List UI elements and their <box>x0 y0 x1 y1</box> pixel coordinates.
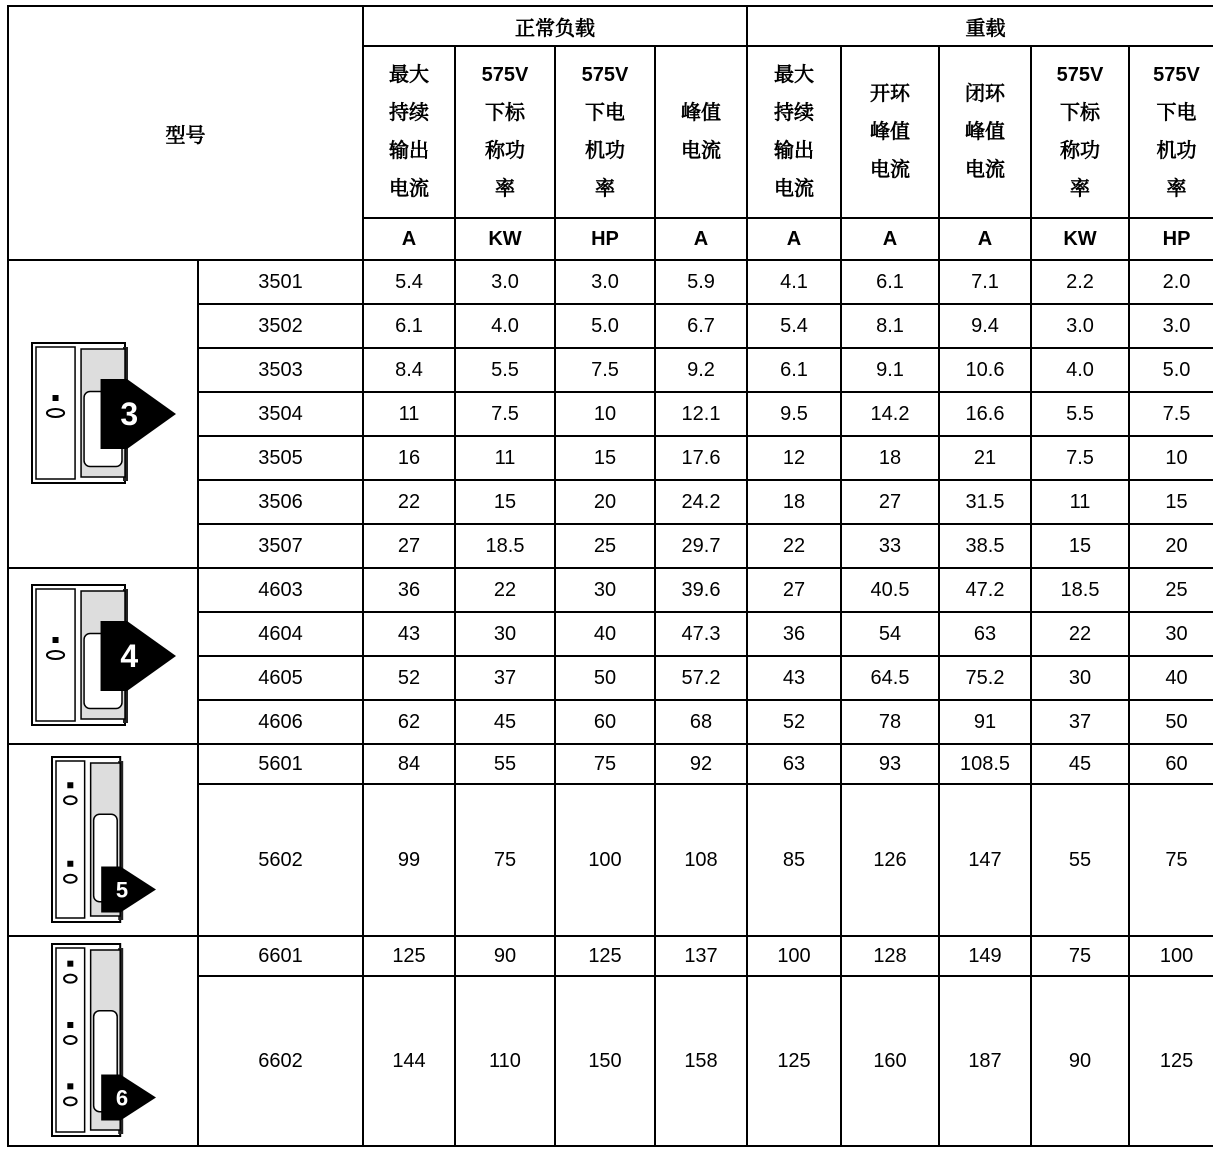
column-unit: A <box>363 218 455 260</box>
rating-value: 147 <box>939 784 1031 936</box>
column-unit: A <box>747 218 841 260</box>
rating-value: 5.5 <box>1031 392 1129 436</box>
rating-value: 20 <box>555 480 655 524</box>
svg-text:6: 6 <box>115 1085 129 1111</box>
rating-value: 60 <box>1129 744 1213 784</box>
rating-value: 5.0 <box>1129 348 1213 392</box>
rating-value: 6.1 <box>363 304 455 348</box>
rating-value: 100 <box>555 784 655 936</box>
rating-value: 75 <box>555 744 655 784</box>
column-header-line: 575V <box>1056 64 1104 86</box>
rating-value: 40 <box>1129 656 1213 700</box>
rating-value: 11 <box>455 436 555 480</box>
rating-value: 110 <box>455 976 555 1146</box>
drive-size-5-icon <box>48 753 158 928</box>
rating-value: 14.2 <box>841 392 939 436</box>
rating-value: 5.4 <box>363 260 455 304</box>
rating-value: 55 <box>1031 784 1129 936</box>
rating-value: 45 <box>1031 744 1129 784</box>
drive-image-cell <box>8 744 198 936</box>
rating-value: 27 <box>747 568 841 612</box>
model-number: 5602 <box>198 784 363 936</box>
svg-text:3: 3 <box>120 396 139 432</box>
column-header-line: 最大 <box>774 64 814 86</box>
rating-value: 149 <box>939 936 1031 976</box>
rating-value: 10 <box>1129 436 1213 480</box>
rating-value: 40 <box>555 612 655 656</box>
column-header-7 <box>939 46 1031 218</box>
rating-value: 15 <box>1129 480 1213 524</box>
rating-value: 52 <box>363 656 455 700</box>
column-header-line: 机功 <box>1156 140 1197 162</box>
normal-load-header: 正常负载 <box>363 6 747 46</box>
svg-text:4: 4 <box>120 638 139 674</box>
rating-value: 29.7 <box>655 524 747 568</box>
svg-text:5: 5 <box>115 877 129 902</box>
rating-value: 7.5 <box>1129 392 1213 436</box>
column-header-line: 率 <box>1166 178 1187 200</box>
model-number: 4604 <box>198 612 363 656</box>
drive-size-3-icon <box>28 339 178 489</box>
column-header-line: 持续 <box>774 102 814 124</box>
rating-value: 187 <box>939 976 1031 1146</box>
rating-value: 125 <box>1129 976 1213 1146</box>
rating-value: 37 <box>1031 700 1129 744</box>
rating-value: 7.1 <box>939 260 1031 304</box>
column-header-3 <box>555 46 655 218</box>
column-header-line: 峰值 <box>965 121 1005 143</box>
rating-value: 91 <box>939 700 1031 744</box>
rating-value: 85 <box>747 784 841 936</box>
rating-value: 3.0 <box>1031 304 1129 348</box>
model-number: 3503 <box>198 348 363 392</box>
rating-value: 8.1 <box>841 304 939 348</box>
rating-value: 11 <box>1031 480 1129 524</box>
rating-value: 63 <box>747 744 841 784</box>
rating-value: 4.1 <box>747 260 841 304</box>
heavy-load-header: 重载 <box>747 6 1213 46</box>
column-header-line: 电流 <box>389 178 429 200</box>
column-header-line: 电流 <box>870 159 910 181</box>
rating-value: 128 <box>841 936 939 976</box>
model-number: 4606 <box>198 700 363 744</box>
column-header-line: 电流 <box>774 178 814 200</box>
rating-value: 36 <box>747 612 841 656</box>
rating-value: 64.5 <box>841 656 939 700</box>
rating-value: 60 <box>555 700 655 744</box>
column-header-4 <box>655 46 747 218</box>
column-header-line: 575V <box>581 64 629 86</box>
rating-value: 125 <box>747 976 841 1146</box>
column-unit: KW <box>1031 218 1129 260</box>
drive-image-cell <box>8 568 198 744</box>
rating-value: 20 <box>1129 524 1213 568</box>
rating-value: 4.0 <box>1031 348 1129 392</box>
rating-value: 24.2 <box>655 480 747 524</box>
column-header-line: 输出 <box>389 140 429 162</box>
column-header-line: 开环 <box>870 83 910 105</box>
rating-value: 43 <box>747 656 841 700</box>
model-number: 4605 <box>198 656 363 700</box>
rating-value: 18.5 <box>455 524 555 568</box>
rating-value: 50 <box>555 656 655 700</box>
rating-value: 52 <box>747 700 841 744</box>
rating-value: 31.5 <box>939 480 1031 524</box>
rating-value: 39.6 <box>655 568 747 612</box>
rating-value: 100 <box>1129 936 1213 976</box>
rating-value: 125 <box>555 936 655 976</box>
model-number: 3502 <box>198 304 363 348</box>
column-header-line: 下标 <box>485 102 525 124</box>
rating-value: 10 <box>555 392 655 436</box>
table-row <box>8 936 1213 976</box>
rating-value: 36 <box>363 568 455 612</box>
rating-value: 3.0 <box>555 260 655 304</box>
column-unit: A <box>939 218 1031 260</box>
rating-value: 108.5 <box>939 744 1031 784</box>
drive-size-4-icon <box>28 581 178 731</box>
rating-value: 12.1 <box>655 392 747 436</box>
rating-value: 5.4 <box>747 304 841 348</box>
rating-value: 78 <box>841 700 939 744</box>
rating-value: 75.2 <box>939 656 1031 700</box>
rating-value: 22 <box>455 568 555 612</box>
rating-value: 63 <box>939 612 1031 656</box>
table-row <box>8 744 1213 784</box>
rating-value: 150 <box>555 976 655 1146</box>
rating-value: 5.9 <box>655 260 747 304</box>
table-row <box>8 568 1213 612</box>
rating-value: 18 <box>841 436 939 480</box>
column-header-2 <box>455 46 555 218</box>
rating-value: 30 <box>1129 612 1213 656</box>
column-header-line: 输出 <box>774 140 814 162</box>
rating-value: 12 <box>747 436 841 480</box>
rating-value: 75 <box>455 784 555 936</box>
column-header-line: 率 <box>595 178 615 200</box>
rating-value: 5.0 <box>555 304 655 348</box>
rating-value: 9.4 <box>939 304 1031 348</box>
column-header-line: 下标 <box>1060 102 1100 124</box>
rating-value: 45 <box>455 700 555 744</box>
rating-value: 92 <box>655 744 747 784</box>
rating-value: 17.6 <box>655 436 747 480</box>
rating-value: 57.2 <box>655 656 747 700</box>
rating-value: 50 <box>1129 700 1213 744</box>
rating-value: 9.5 <box>747 392 841 436</box>
drive-size-6-icon <box>48 940 158 1142</box>
rating-value: 21 <box>939 436 1031 480</box>
column-header-line: 峰值 <box>681 102 721 124</box>
rating-value: 2.0 <box>1129 260 1213 304</box>
rating-value: 15 <box>555 436 655 480</box>
column-unit: HP <box>1129 218 1213 260</box>
model-number: 3501 <box>198 260 363 304</box>
model-number: 3507 <box>198 524 363 568</box>
rating-value: 6.1 <box>841 260 939 304</box>
rating-value: 27 <box>363 524 455 568</box>
model-number: 6601 <box>198 936 363 976</box>
rating-value: 144 <box>363 976 455 1146</box>
rating-value: 16.6 <box>939 392 1031 436</box>
column-header-6 <box>841 46 939 218</box>
model-number: 6602 <box>198 976 363 1146</box>
column-unit: A <box>655 218 747 260</box>
rating-value: 6.7 <box>655 304 747 348</box>
rating-value: 158 <box>655 976 747 1146</box>
column-header-line: 下电 <box>585 102 625 124</box>
rating-value: 84 <box>363 744 455 784</box>
rating-value: 40.5 <box>841 568 939 612</box>
model-number: 4603 <box>198 568 363 612</box>
rating-value: 11 <box>363 392 455 436</box>
rating-value: 137 <box>655 936 747 976</box>
rating-value: 30 <box>1031 656 1129 700</box>
rating-value: 3.0 <box>1129 304 1213 348</box>
rating-value: 75 <box>1031 936 1129 976</box>
column-header-line: 电流 <box>965 159 1005 181</box>
rating-value: 62 <box>363 700 455 744</box>
rating-value: 25 <box>1129 568 1213 612</box>
rating-value: 38.5 <box>939 524 1031 568</box>
rating-value: 75 <box>1129 784 1213 936</box>
column-header-8 <box>1031 46 1129 218</box>
model-number: 3506 <box>198 480 363 524</box>
column-unit: HP <box>555 218 655 260</box>
column-header-line: 575V <box>1153 64 1200 86</box>
rating-value: 15 <box>455 480 555 524</box>
column-header-line: 持续 <box>389 102 429 124</box>
column-header-line: 称功 <box>485 140 525 162</box>
drive-image-cell <box>8 260 198 568</box>
rating-value: 93 <box>841 744 939 784</box>
rating-value: 125 <box>363 936 455 976</box>
column-header-line: 最大 <box>389 64 429 86</box>
column-unit: KW <box>455 218 555 260</box>
rating-value: 7.5 <box>555 348 655 392</box>
rating-value: 8.4 <box>363 348 455 392</box>
drive-image-cell <box>8 936 198 1146</box>
model-number: 3504 <box>198 392 363 436</box>
rating-value: 100 <box>747 936 841 976</box>
rating-value: 9.1 <box>841 348 939 392</box>
model-number: 5601 <box>198 744 363 784</box>
rating-value: 33 <box>841 524 939 568</box>
rating-value: 3.0 <box>455 260 555 304</box>
rating-value: 6.1 <box>747 348 841 392</box>
rating-value: 4.0 <box>455 304 555 348</box>
column-header-line: 575V <box>481 64 529 86</box>
column-header-line: 闭环 <box>965 83 1005 105</box>
column-header-line: 电流 <box>681 140 721 162</box>
rating-value: 15 <box>1031 524 1129 568</box>
rating-value: 108 <box>655 784 747 936</box>
rating-value: 7.5 <box>1031 436 1129 480</box>
rating-value: 30 <box>555 568 655 612</box>
column-header-5 <box>747 46 841 218</box>
rating-value: 27 <box>841 480 939 524</box>
rating-value: 126 <box>841 784 939 936</box>
column-unit: A <box>841 218 939 260</box>
rating-value: 22 <box>1031 612 1129 656</box>
rating-value: 9.2 <box>655 348 747 392</box>
rating-value: 25 <box>555 524 655 568</box>
rating-value: 7.5 <box>455 392 555 436</box>
column-header-line: 率 <box>495 178 515 200</box>
rating-value: 90 <box>455 936 555 976</box>
rating-value: 30 <box>455 612 555 656</box>
rating-value: 160 <box>841 976 939 1146</box>
model-header: 型号 <box>8 6 363 260</box>
table-row <box>8 260 1213 304</box>
rating-value: 18 <box>747 480 841 524</box>
column-header-line: 率 <box>1070 178 1090 200</box>
rating-value: 2.2 <box>1031 260 1129 304</box>
rating-value: 22 <box>747 524 841 568</box>
rating-value: 5.5 <box>455 348 555 392</box>
rating-value: 22 <box>363 480 455 524</box>
column-header-line: 称功 <box>1060 140 1100 162</box>
rating-value: 68 <box>655 700 747 744</box>
rating-value: 43 <box>363 612 455 656</box>
rating-value: 99 <box>363 784 455 936</box>
rating-value: 54 <box>841 612 939 656</box>
rating-value: 18.5 <box>1031 568 1129 612</box>
rating-value: 55 <box>455 744 555 784</box>
column-header-1 <box>363 46 455 218</box>
column-header-line: 机功 <box>585 140 625 162</box>
rating-value: 47.2 <box>939 568 1031 612</box>
rating-value: 90 <box>1031 976 1129 1146</box>
rating-value: 37 <box>455 656 555 700</box>
column-header-9 <box>1129 46 1213 218</box>
rating-value: 10.6 <box>939 348 1031 392</box>
model-number: 3505 <box>198 436 363 480</box>
column-header-line: 下电 <box>1156 102 1197 124</box>
column-header-line: 峰值 <box>870 121 910 143</box>
rating-value: 16 <box>363 436 455 480</box>
drive-rating-table <box>7 5 1213 1147</box>
rating-value: 47.3 <box>655 612 747 656</box>
